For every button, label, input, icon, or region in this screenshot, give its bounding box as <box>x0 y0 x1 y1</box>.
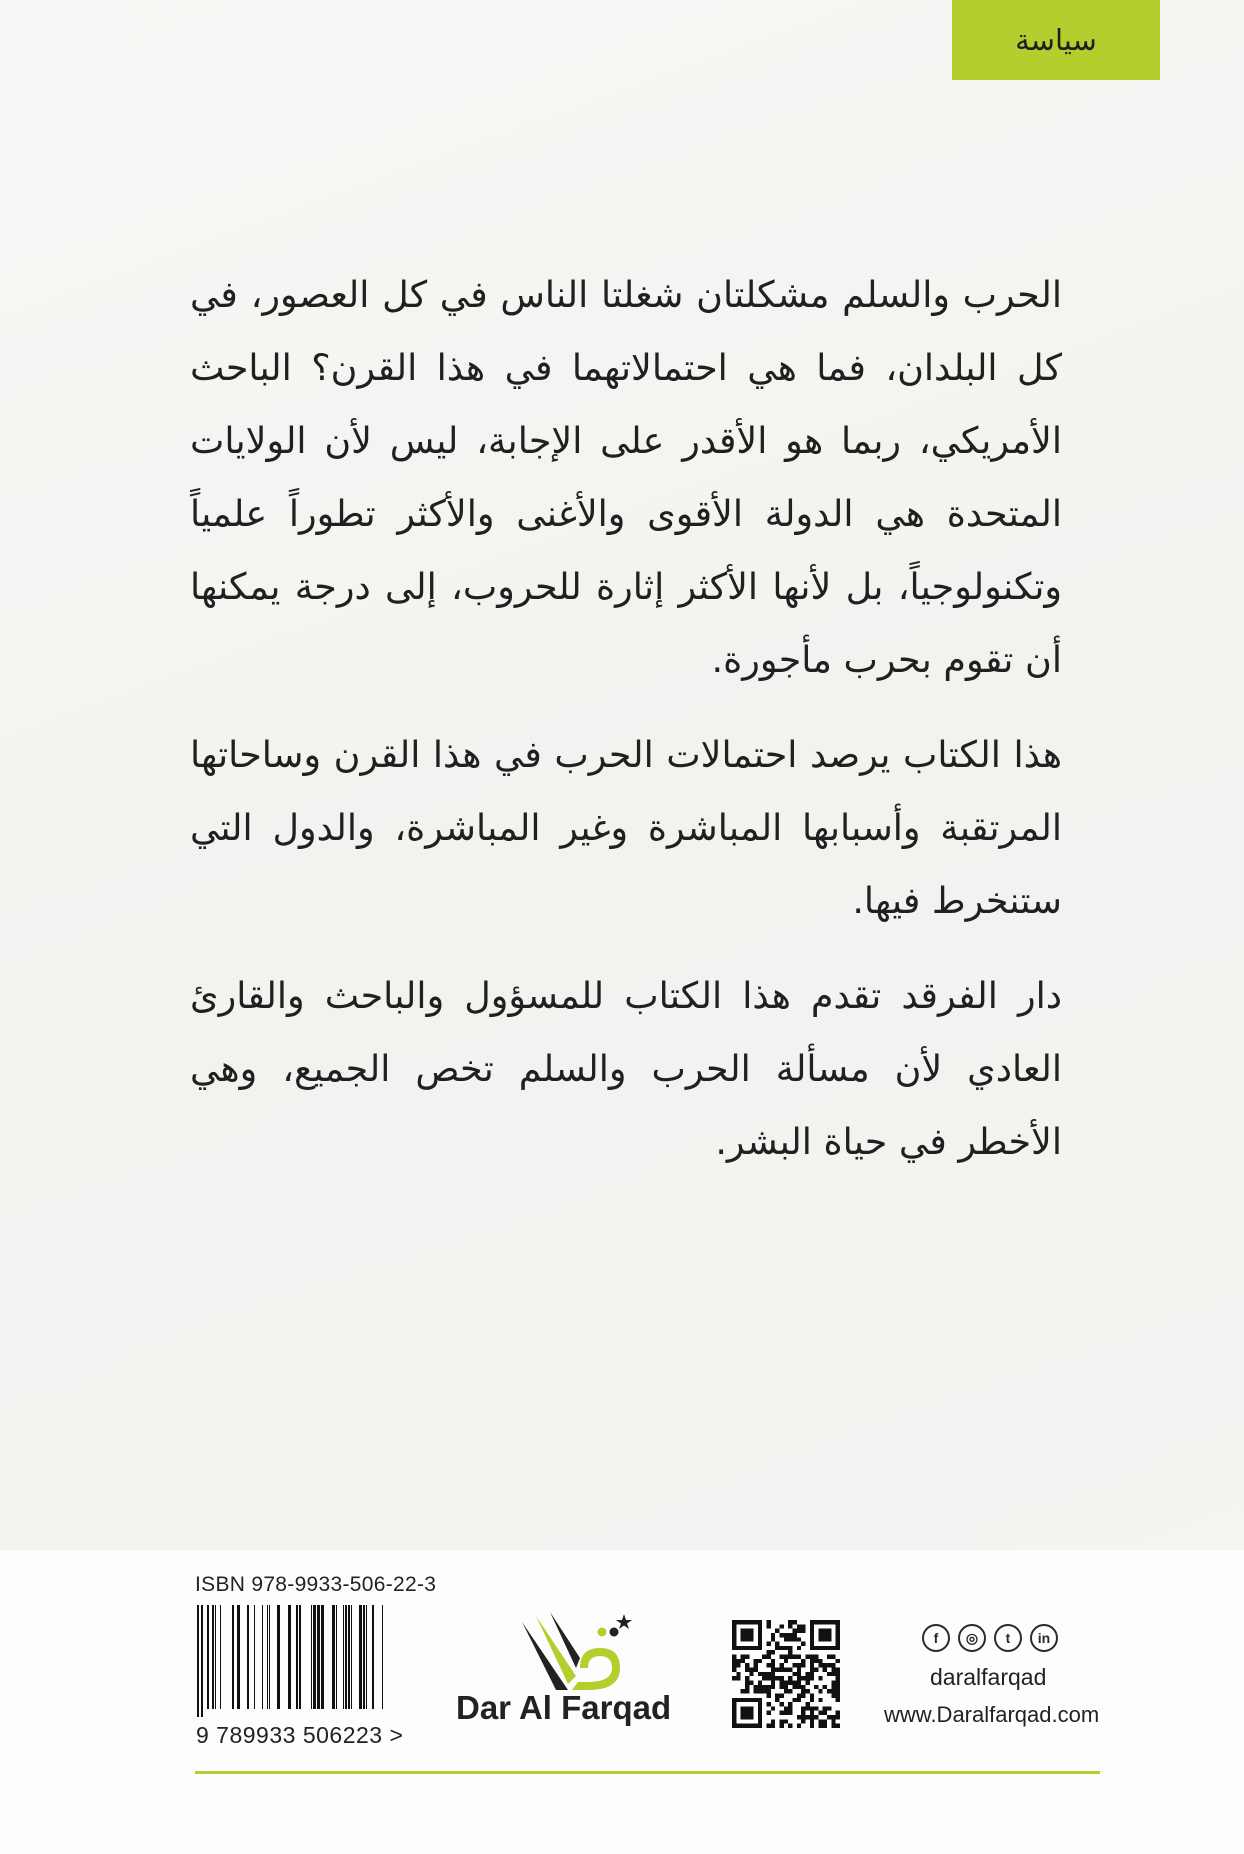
twitter-icon: t <box>994 1624 1022 1652</box>
blurb-paragraph-3: دار الفرقد تقدم هذا الكتاب للمسؤول والباحث والقارئ العادي لأن مسألة الحرب والسلم تخص الجميع، وهي الأخطر في حياة البشر. <box>190 974 1062 1163</box>
qr-code-image <box>732 1620 840 1728</box>
website-url: www.Daralfarqad.com <box>884 1702 1100 1727</box>
isbn-text: ISBN 978-9933-506-22-3 <box>195 1573 437 1596</box>
category-label <box>952 0 1160 80</box>
barcode-digits: 9 789933 506223 > <box>196 1722 404 1748</box>
publisher-name: Dar Al Farqad <box>456 1689 672 1726</box>
barcode-image <box>195 1605 405 1717</box>
blurb-text <box>190 258 1062 1200</box>
facebook-icon: f <box>922 1624 950 1652</box>
blurb-paragraph-2: هذا الكتاب يرصد احتمالات الحرب في هذا القرن وساحاتها المرتقبة وأسبابها المباشرة وغير المباشرة، والدول التي ستنخرط فيها. <box>190 733 1062 922</box>
instagram-icon: ◎ <box>958 1624 986 1652</box>
linkedin-icon: in <box>1030 1624 1058 1652</box>
category-text: سياسة <box>1015 23 1097 57</box>
social-handle: daralfarqad <box>930 1664 1047 1690</box>
footer-divider <box>195 1771 1100 1774</box>
social-icons-row <box>922 1624 1058 1654</box>
blurb-paragraph-1: الحرب والسلم مشكلتان شغلتا الناس في كل العصور، في كل البلدان، فما هي احتمالاتهما في هذا القرن؟ الباحث الأمريكي، ربما هو الأقدر على الإجابة، ليس لأن الولايات المتحدة هي الدولة الأقوى والأغنى والأكثر تطوراً علمياً وتكنولوجياً، بل لأنها الأكثر إثارة للحروب، إلى درجة يمكنها أن تقوم بحرب مأجورة. <box>190 273 1062 681</box>
publisher-logo-icon <box>516 1608 636 1696</box>
